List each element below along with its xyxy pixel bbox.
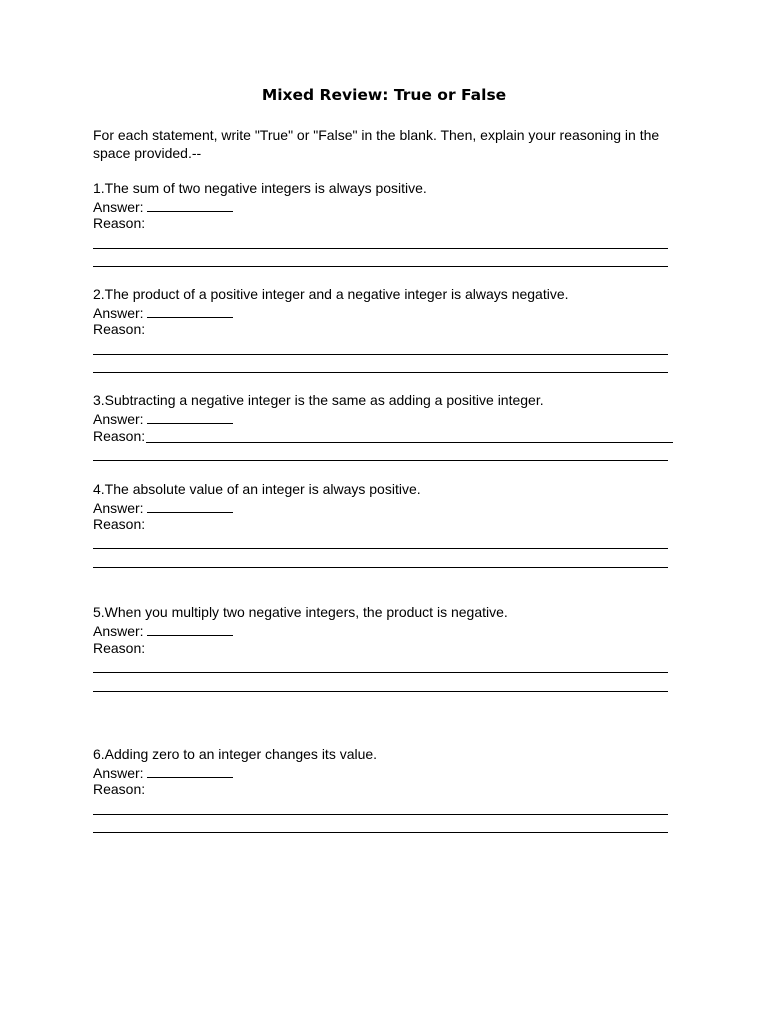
answer-label: Answer: xyxy=(93,765,144,781)
question-2-reason-label: Reason: xyxy=(93,321,146,337)
question-3-reason-label: Reason: xyxy=(93,428,146,444)
instructions: For each statement, write "True" or "False" in the blank. Then, explain your reasoning in the space provided.-- xyxy=(93,127,660,161)
answer-label: Answer: xyxy=(93,411,144,427)
question-5-reason-label: Reason: xyxy=(93,640,146,656)
reason-line-6a[interactable] xyxy=(93,814,668,815)
reason-line-2a[interactable] xyxy=(93,354,668,355)
reason-line-3a[interactable] xyxy=(146,442,673,443)
answer-blank-3[interactable] xyxy=(147,410,233,424)
answer-blank-1[interactable] xyxy=(147,198,233,212)
answer-blank-6[interactable] xyxy=(147,764,233,778)
answer-blank-2[interactable] xyxy=(147,304,233,318)
question-6-answer xyxy=(93,764,233,783)
question-1-answer xyxy=(93,198,233,217)
question-3-statement: 3.Subtracting a negative integer is the same as adding a positive integer. xyxy=(93,392,544,408)
question-4-reason-label: Reason: xyxy=(93,516,146,532)
question-4-answer xyxy=(93,499,233,518)
answer-label: Answer: xyxy=(93,305,144,321)
answer-label: Answer: xyxy=(93,500,144,516)
reason-line-1b[interactable] xyxy=(93,266,668,267)
answer-blank-5[interactable] xyxy=(147,622,233,636)
reason-line-3b[interactable] xyxy=(93,460,668,461)
answer-label: Answer: xyxy=(93,623,144,639)
question-5-answer xyxy=(93,622,233,641)
question-2-statement: 2.The product of a positive integer and a negative integer is always negative. xyxy=(93,286,569,302)
question-5-statement: 5.When you multiply two negative integers, the product is negative. xyxy=(93,604,508,620)
question-6-statement: 6.Adding zero to an integer changes its value. xyxy=(93,746,378,762)
reason-line-5a[interactable] xyxy=(93,672,668,673)
reason-line-5b[interactable] xyxy=(93,691,668,692)
question-4-statement: 4.The absolute value of an integer is always positive. xyxy=(93,481,421,497)
reason-line-6b[interactable] xyxy=(93,832,668,833)
reason-line-4a[interactable] xyxy=(93,548,668,549)
reason-line-4b[interactable] xyxy=(93,567,668,568)
answer-blank-4[interactable] xyxy=(147,499,233,513)
question-1-reason-label: Reason: xyxy=(93,215,146,231)
answer-label: Answer: xyxy=(93,199,144,215)
reason-line-2b[interactable] xyxy=(93,372,668,373)
question-2-answer xyxy=(93,304,233,323)
question-6-reason-label: Reason: xyxy=(93,781,146,797)
question-1-statement: 1.The sum of two negative integers is always positive. xyxy=(93,180,427,196)
question-3-answer xyxy=(93,410,233,429)
page-title: Mixed Review: True or False xyxy=(261,86,507,104)
reason-line-1a[interactable] xyxy=(93,248,668,249)
